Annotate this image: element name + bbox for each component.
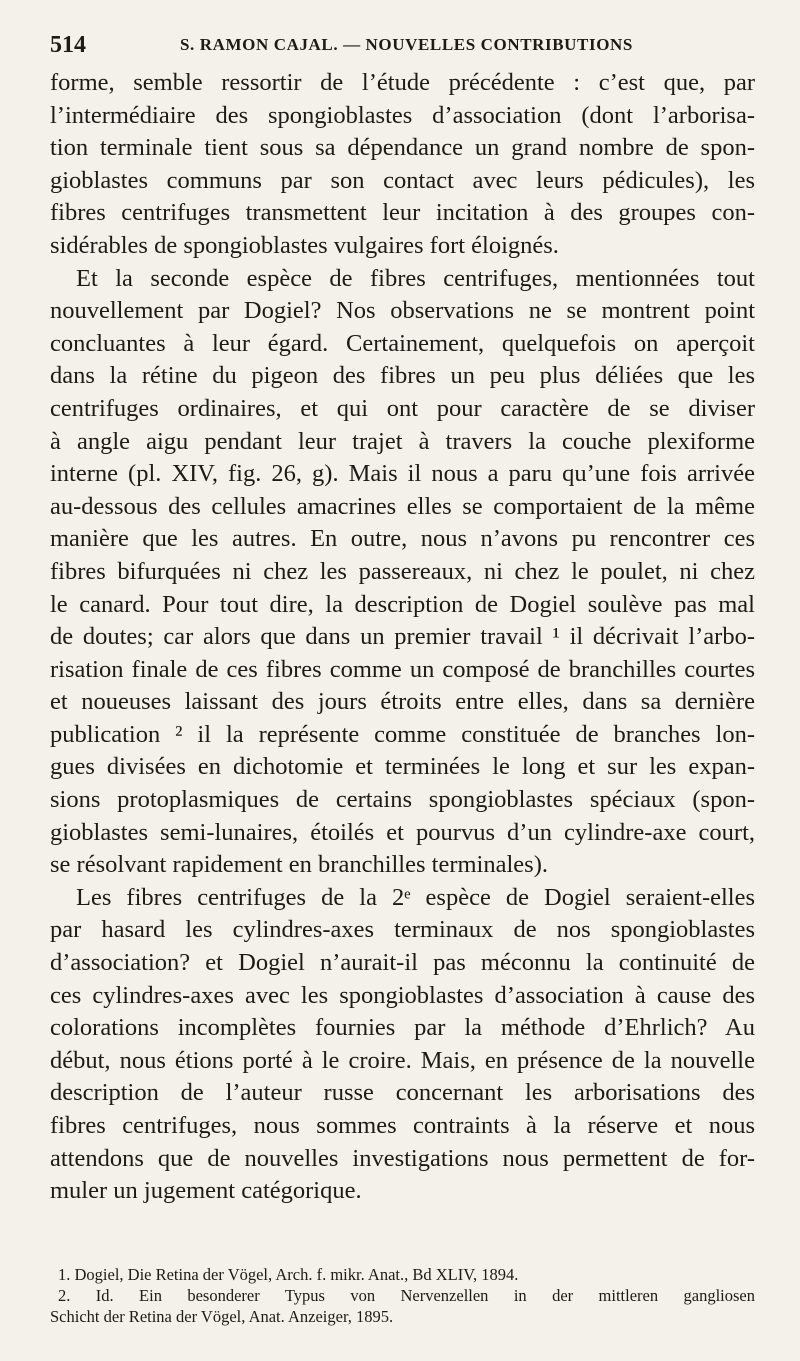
footnote-line: 1. Dogiel, Die Retina der Vögel, Arch. f. mikr. Anat., Bd XLIV, 1894. (58, 1265, 519, 1284)
text-line: dans la rétine du pigeon des fibres un peu plus déliées que les (50, 362, 755, 390)
footnote-line: Schicht der Retina der Vögel, Anat. Anzeiger, 1895. (50, 1307, 394, 1326)
footnotes (50, 1264, 755, 1327)
running-title: S. RAMON CAJAL. — NOUVELLES CONTRIBUTIONS (180, 35, 633, 54)
text-line: à angle aigu pendant leur trajet à travers la couche plexiforme (50, 427, 755, 455)
text-line: sidérables de spongioblastes vulgaires fort éloignés. (50, 231, 559, 259)
paragraph (50, 67, 755, 263)
text-line: au-dessous des cellules amacrines elles se comportaient de la même (50, 492, 755, 520)
body-text (50, 67, 755, 1208)
text-line: nouvellement par Dogiel? Nos observations ne se montrent point (50, 297, 755, 325)
text-line: tion terminale tient sous sa dépendance un grand nombre de spon- (50, 134, 755, 162)
text-line: description de l’auteur russe concernant les arborisations des (50, 1079, 755, 1107)
text-line: se résolvant rapidement en branchilles terminales). (50, 851, 548, 879)
footnote (50, 1264, 755, 1285)
text-line: manière que les autres. En outre, nous n’avons pu rencontrer ces (50, 525, 755, 553)
paragraph (50, 882, 755, 1208)
text-line: risation finale de ces fibres comme un composé de branchilles courtes (50, 655, 755, 683)
text-line: d’association? et Dogiel n’aurait-il pas méconnu la continuité de (50, 949, 755, 977)
text-line: de doutes; car alors que dans un premier travail ¹ il décrivait l’arbo- (50, 623, 755, 651)
text-line: gioblastes communs par son contact avec leurs pédicules), les (50, 166, 755, 194)
text-line: l’intermédiaire des spongioblastes d’association (dont l’arborisa- (50, 101, 755, 129)
footnote (50, 1285, 755, 1327)
text-line: fibres bifurquées ni chez les passereaux, ni chez le poulet, ni chez (50, 557, 755, 585)
text-line: début, nous étions porté à le croire. Mais, en présence de la nouvelle (50, 1046, 755, 1074)
text-line: publication ² il la représente comme constituée de branches lon- (50, 720, 755, 748)
text-line: le canard. Pour tout dire, la description de Dogiel soulève pas mal (50, 590, 755, 618)
text-line: fibres centrifuges, nous sommes contraints à la réserve et nous (50, 1112, 755, 1139)
text-line: gioblastes semi-lunaires, étoilés et pourvus d’un cylindre-axe court, (50, 818, 755, 846)
text-line: colorations incomplètes fournies par la méthode d’Ehrlich? Au (50, 1014, 755, 1042)
text-line: et noueuses laissant des jours étroits entre elles, dans sa dernière (50, 688, 755, 716)
text-line: forme, semble ressortir de l’étude précédente : c’est que, par (50, 69, 755, 96)
text-line: gues divisées en dichotomie et terminées le long et sur les expan- (50, 753, 755, 781)
text-line: Les fibres centrifuges de la 2ᵉ espèce de Dogiel seraient-elles (76, 883, 755, 911)
text-line: muler un jugement catégorique. (50, 1177, 362, 1205)
text-line: ces cylindres-axes avec les spongioblastes d’association à cause des (50, 981, 755, 1009)
paragraph (50, 263, 755, 882)
text-line: Et la seconde espèce de fibres centrifuges, mentionnées tout (76, 264, 755, 292)
text-line: sions protoplasmiques de certains spongioblastes spéciaux (spon- (50, 786, 755, 814)
text-line: centrifuges ordinaires, et qui ont pour caractère de se diviser (50, 394, 755, 422)
text-line: attendons que de nouvelles investigations nous permettent de for- (50, 1144, 755, 1172)
footnote-line: 2. Id. Ein besonderer Typus von Nervenzellen in der mittleren gangliosen (58, 1286, 755, 1305)
text-line: fibres centrifuges transmettent leur incitation à des groupes con- (50, 199, 755, 227)
text-line: interne (pl. XIV, fig. 26, g). Mais il nous a paru qu’une fois arrivée (50, 460, 755, 488)
running-header (50, 28, 755, 62)
page-number: 514 (50, 31, 86, 58)
text-line: par hasard les cylindres-axes terminaux de nos spongioblastes (50, 916, 755, 944)
text-line: concluantes à leur égard. Certainement, quelquefois on aperçoit (50, 329, 755, 357)
